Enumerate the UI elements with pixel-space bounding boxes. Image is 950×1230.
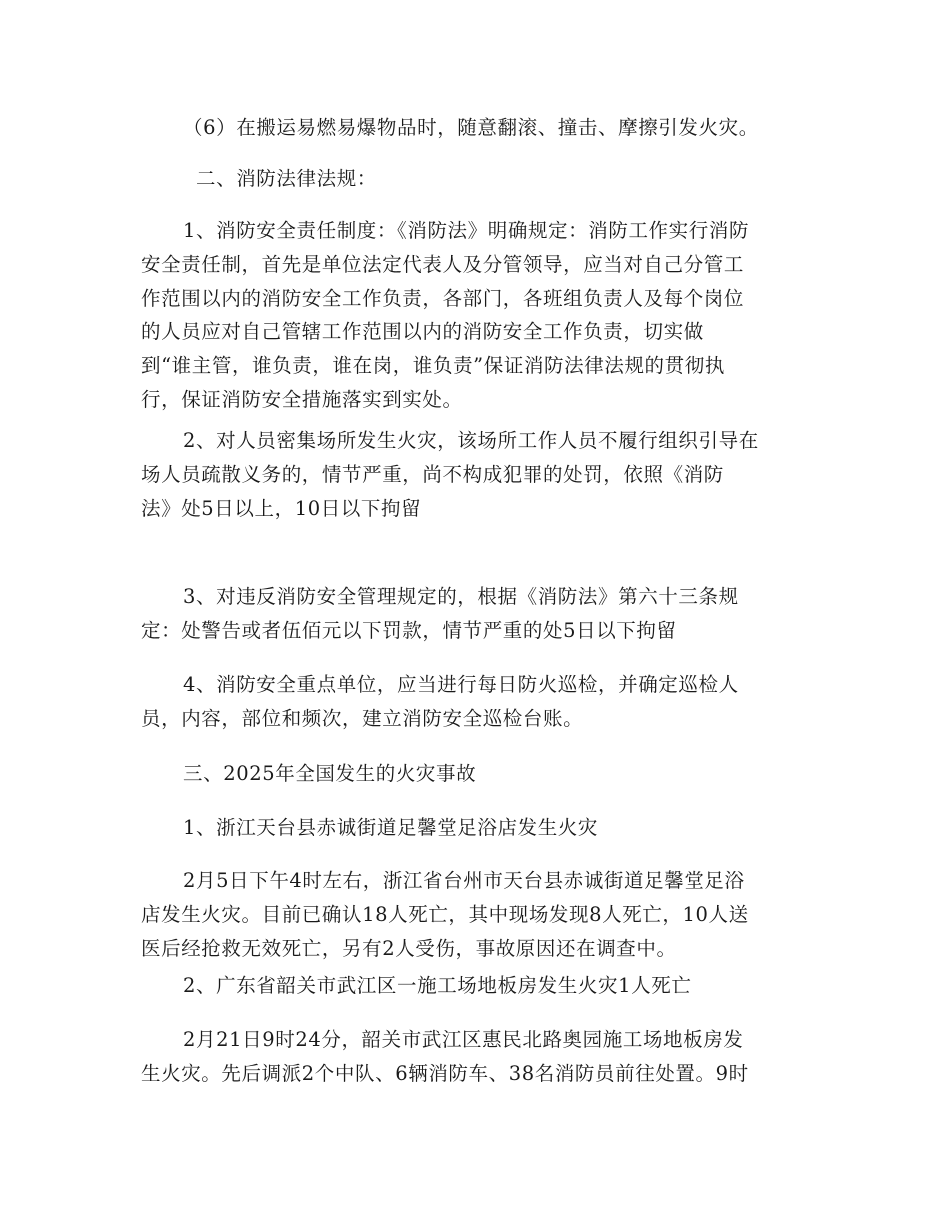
- text-line: 定：处警告或者伍佰元以下罚款，情节严重的处5日以下拘留: [141, 618, 677, 642]
- text-line: 行，保证消防安全措施落实到实处。: [141, 387, 463, 411]
- section-heading-laws: [141, 162, 809, 196]
- paragraph-guangdong-fire: [141, 1023, 809, 1091]
- text-line: 场人员疏散义务的，情节严重，尚不构成犯罪的处罚，依照《消防: [141, 462, 724, 486]
- text-line: 法》处5日以上，10日以下拘留: [141, 496, 422, 520]
- text-line: 2月21日9时24分，韶关市武江区惠民北路奥园施工场地板房发: [183, 1028, 744, 1051]
- text-line: 1、浙江天台县赤诚街道足馨堂足浴店发生火灾: [183, 816, 599, 839]
- text-line: （6）在搬运易燃易爆物品时，随意翻滚、撞击、摩擦引发火灾。: [183, 116, 759, 139]
- text-line: 4、消防安全重点单位，应当进行每日防火巡检，并确定巡检人: [183, 673, 739, 696]
- text-line: 3、对违反消防安全管理规定的，根据《消防法》第六十三条规: [183, 585, 739, 608]
- text-line: 安全责任制，首先是单位法定代表人及分管领导，应当对自己分管工: [141, 252, 745, 276]
- text-line: 到“谁主管，谁负责，谁在岗，谁负责”保证消防法律法规的贯彻执: [141, 354, 725, 378]
- text-line: 店发生火灾。目前已确认18人死亡，其中现场发现8人死亡，10人送: [141, 902, 749, 926]
- text-line: 2、对人员密集场所发生火灾，该场所工作人员不履行组织引导在: [183, 429, 759, 452]
- paragraph-item-6: [141, 111, 809, 145]
- text-line: 员，内容，部位和频次，建立消防安全巡检台账。: [141, 706, 584, 730]
- paragraph-zhejiang-fire: [141, 864, 809, 965]
- subheading-guangdong-fire: [141, 969, 809, 1003]
- section-heading-fire-accidents: [141, 757, 809, 791]
- paragraph-crowded-places: [141, 424, 809, 525]
- text-line: 医后经抢救无效死亡，另有2人受伤，事故原因还在调查中。: [141, 936, 677, 960]
- paragraph-responsibility-system: [141, 214, 809, 417]
- text-line: 2月5日下午4时左右，浙江省台州市天台县赤诚街道足馨堂足浴: [183, 869, 745, 892]
- text-line: 2、广东省韶关市武江区一施工场地板房发生火灾1人死亡: [183, 974, 692, 997]
- subheading-zhejiang-fire: [141, 811, 809, 845]
- paragraph-key-units: [141, 668, 809, 736]
- text-line: 二、消防法律法规：: [196, 167, 377, 190]
- text-line: 三、2025年全国发生的火灾事故: [183, 762, 477, 785]
- text-line: 生火灾。先后调派2个中队、6辆消防车、38名消防员前往处置。9时: [141, 1061, 749, 1085]
- text-line: 的人员应对自己管辖工作范围以内的消防安全工作负责，切实做: [141, 320, 704, 344]
- text-line: 1、消防安全责任制度：《消防法》明确规定：消防工作实行消防: [183, 219, 750, 242]
- text-line: 作范围以内的消防安全工作负责，各部门，各班组负责人及每个岗位: [141, 286, 745, 310]
- paragraph-violations: [141, 580, 809, 648]
